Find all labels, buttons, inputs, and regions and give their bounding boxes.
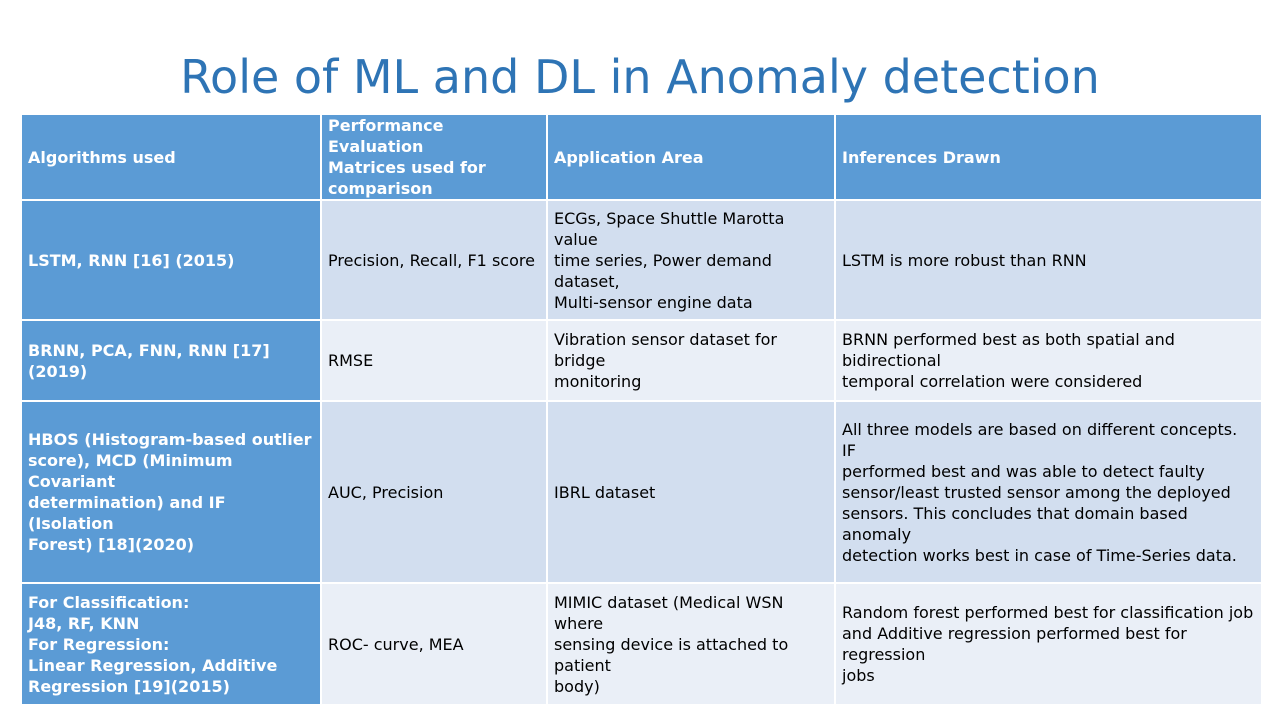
cell-algorithms: BRNN, PCA, FNN, RNN [17](2019) (21, 320, 321, 401)
header-application: Application Area (547, 114, 835, 200)
table-header-row (21, 114, 1262, 200)
cell-inference: LSTM is more robust than RNN (835, 200, 1262, 320)
cell-inference: Random forest performed best for classification job and Additive regression performed best for regression jobs (835, 583, 1262, 705)
cell-algorithms: For Classification: J48, RF, KNN For Regression: Linear Regression, Additive Regression [19](2015) (21, 583, 321, 705)
cell-application: MIMIC dataset (Medical WSN where sensing device is attached to patient body) (547, 583, 835, 705)
cell-inference: All three models are based on different concepts. IF performed best and was able to detect faulty sensor/least trusted sensor among the deployed sensors. This concludes that domain based anomaly detection works best in case of Time-Series data. (835, 401, 1262, 583)
cell-metrics: ROC- curve, MEA (321, 583, 547, 705)
cell-application: Vibration sensor dataset for bridge monitoring (547, 320, 835, 401)
slide-title: Role of ML and DL in Anomaly detection (180, 50, 1100, 104)
cell-application: IBRL dataset (547, 401, 835, 583)
comparison-table (20, 113, 1263, 706)
cell-algorithms: LSTM, RNN [16] (2015) (21, 200, 321, 320)
table-row (21, 200, 1262, 320)
cell-metrics: RMSE (321, 320, 547, 401)
cell-algorithms: HBOS (Histogram-based outlier score), MCD (Minimum Covariant determination) and IF (Isolation Forest) [18](2020) (21, 401, 321, 583)
header-metrics: Performance Evaluation Matrices used for comparison (321, 114, 547, 200)
table-row (21, 583, 1262, 705)
cell-inference: BRNN performed best as both spatial and bidirectional temporal correlation were considered (835, 320, 1262, 401)
table-row (21, 320, 1262, 401)
table-row (21, 401, 1262, 583)
cell-metrics: Precision, Recall, F1 score (321, 200, 547, 320)
header-inferences: Inferences Drawn (835, 114, 1262, 200)
header-algorithms: Algorithms used (21, 114, 321, 200)
cell-application: ECGs, Space Shuttle Marotta value time series, Power demand dataset, Multi-sensor engine data (547, 200, 835, 320)
cell-metrics: AUC, Precision (321, 401, 547, 583)
